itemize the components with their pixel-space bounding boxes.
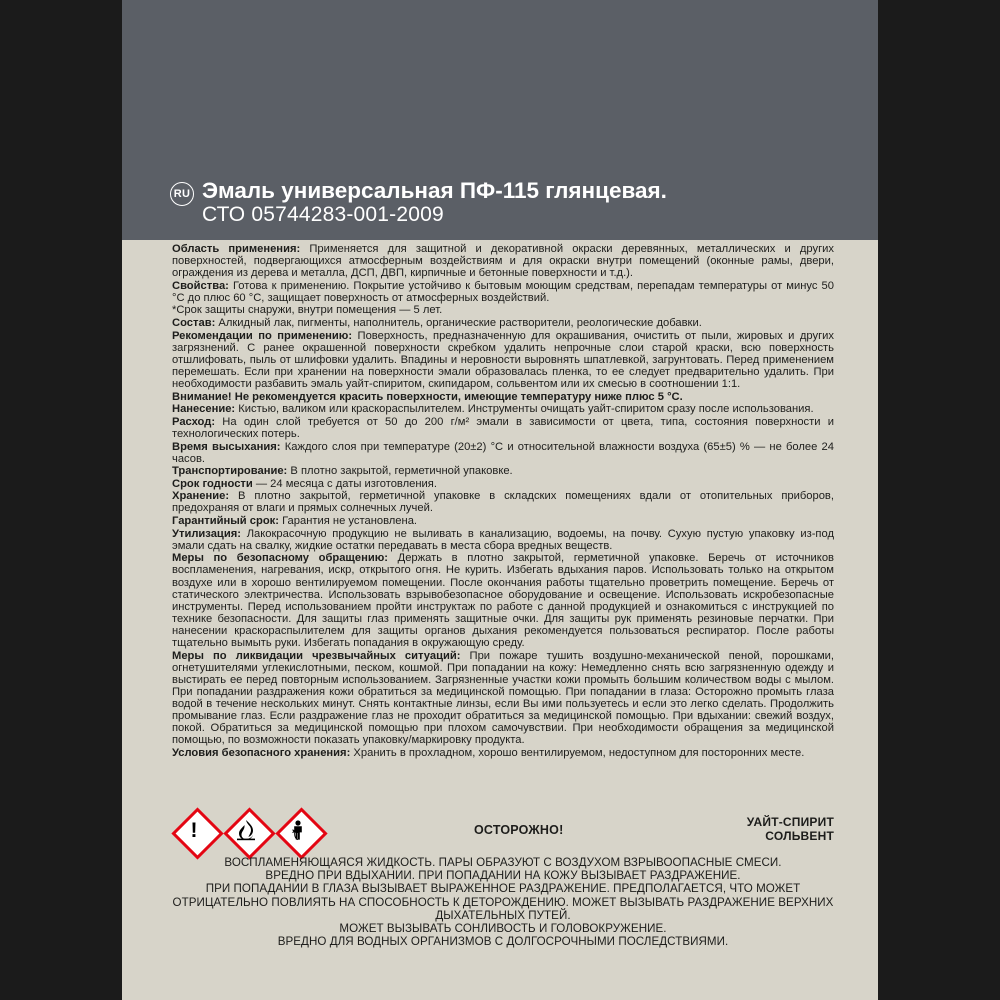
title-block: [202, 178, 667, 227]
section-heading: Рекомендации по применению:: [172, 329, 353, 342]
section-text: При пожаре тушить воздушно-механической пеной, порошками, огнетушителями углекислотными, песком, кошмой. При попадании на кожу: Немедленно снять всю загрязненную одежду и выстирать ее перед повторным использованием. Загрязненные участки кожи промыть большим количеством воды с мылом. При попадании раздражения кожи обратиться за медицинской помощью. При попадании в глаза: Осторожно промыть глаза водой в течение нескольких минут. Снять контактные линзы, если Вы ими пользуетесь и если это легко сделать. Продолжить промывание глаз. Если раздражение глаз не проходит обратиться за медицинской помощью. При вдыхании: свежий воздух, покой. Обратиться за медицинской помощью при плохом самочувствии. При необходимости обращения за медицинской помощью, по возможности показать упаковку/маркировку продукта.: [172, 649, 835, 747]
section-heading: Срок годности: [172, 477, 253, 490]
label-section: [172, 243, 834, 279]
solvent-note: [534, 816, 878, 843]
label-section: [172, 490, 834, 514]
label-section: [172, 528, 834, 552]
section-heading: Область применения:: [172, 243, 301, 255]
hazard-statement-line: ВОСПЛАМЕНЯЮЩАЯСЯ ЖИДКОСТЬ. ПАРЫ ОБРАЗУЮТ С ВОЗДУХОМ ВЗРЫВООПАСНЫЕ СМЕСИ.: [224, 856, 782, 869]
section-heading: Расход:: [172, 415, 216, 428]
standard-code: СТО 05744283-001-2009: [202, 203, 444, 226]
label-section: [172, 650, 834, 747]
label-section: [172, 403, 834, 415]
section-heading: Утилизация:: [172, 527, 241, 540]
solvent-note-line2: СОЛЬВЕНТ: [765, 828, 834, 843]
section-heading: Внимание! Не рекомендуется красить поверхности, имеющие температуру ниже плюс 5 °С.: [172, 390, 683, 403]
section-heading: Состав:: [172, 317, 216, 330]
label-section: [172, 465, 834, 477]
section-text: Применяется для защитной и декоративной окраски деревянных, металлических и других поверхностей, подвергающихся атмосферным воздействиям и для окраски внутри помещений (оконные рамы, двери, ограждения из дерева и металла, ДСП, ДВП, кирпичные и бетонные поверхности и т.д.).: [172, 243, 834, 280]
label-section: [172, 747, 834, 759]
health-hazard-pictogram: [276, 808, 320, 852]
label-section: [172, 304, 834, 316]
section-heading: Свойства:: [172, 279, 229, 292]
label-body-text: [172, 243, 834, 759]
label-section: [172, 478, 834, 490]
section-heading: Хранение:: [172, 490, 230, 503]
flame-pictogram: [224, 808, 268, 852]
section-text: Кистью, валиком или краскораспылителем. Инструменты очищать уайт-спиритом сразу после использования.: [235, 403, 814, 416]
title-row: [170, 178, 667, 227]
page-title: Эмаль универсальная ПФ-115 глянцевая.: [202, 178, 667, 203]
section-text: Алкидный лак, пигменты, наполнитель, органические растворители, реологические добавки.: [215, 317, 702, 330]
section-text: В плотно закрытой, герметичной упаковке.: [287, 465, 513, 478]
section-heading: Нанесение:: [172, 403, 236, 416]
section-text: В плотно закрытой, герметичной упаковке в складских помещениях вдали от отопительных приборов, предохраняя от влаги и прямых солнечных лучей.: [172, 490, 834, 515]
section-text: Поверхность, предназначенную для окрашивания, очистить от пыли, жировых и других загрязнений. С ранее окрашенной поверхности скребком удалить непрочные слои старой краски, всю поверхность отшлифовать, пыль от шлифовки удалить. Впадины и неровности выровнять шпатлевкой, загрунтовать. Перед применением перемешать. Если при хранении на поверхности эмали образовалась пленка, то ее следует предварительно удалить. При необходимости разбавить эмаль уайт-спиритом, скипидаром, сольвентом или их смесью в соотношении 1:1.: [172, 329, 834, 391]
label-section: [172, 330, 834, 390]
hazard-statement-line: ПРИ ПОПАДАНИИ В ГЛАЗА ВЫЗЫВАЕТ ВЫРАЖЕННОЕ РАЗДРАЖЕНИЕ. ПРЕДПОЛАГАЕТСЯ, ЧТО МОЖЕТ ОТРИЦАТЕЛЬНО ПОВЛИЯТЬ НА СПОСОБНОСТЬ К ДЕТОРОЖДЕНИЮ. МОЖЕТ ВЫЗЫВАТЬ РАЗДРАЖЕНИЕ ВЕРХНИХ ДЫХАТЕЛЬНЫХ ПУТЕЙ.: [172, 882, 834, 922]
country-badge: RU: [170, 182, 194, 206]
section-text: Держать в плотно закрытой, герметичной упаковке. Беречь от источников воспламенения, нагревания, искр, открытого огня. Не курить. Избегать вдыхания паров. Использовать только на открытом воздухе или в хорошо вентилируемом помещении. После окончания работы тщательно проветрить помещение. Беречь от статического электричества. Использовать взрывобезопасное оборудование и освещение. Использовать искробезопасные инструменты. Перед использованием пройти инструктаж по работе с данной продукцией и ознакомиться с инструкцией по технике безопасности. Для защиты глаз применять защитные очки. Для защиты рук применять резиновые перчатки. При нанесении краскораспылителем для защиты органов дыхания рекомендуется пользоваться респиратор. После работы тщательно вымыть руки. Избегать попадания в окружающую среду.: [172, 552, 834, 649]
section-heading: Гарантийный срок:: [172, 515, 279, 528]
section-text: — 24 месяца с даты изготовления.: [252, 477, 437, 490]
label-section: [172, 391, 834, 403]
hazard-statement-line: ВРЕДНО ПРИ ВДЫХАНИИ. ПРИ ПОПАДАНИИ НА КОЖУ ВЫЗЫВАЕТ РАЗДРАЖЕНИЕ.: [265, 869, 741, 883]
exclamation-mark-pictogram: [172, 808, 216, 852]
solvent-note-line1: УАЙТ-СПИРИТ: [746, 815, 834, 829]
section-text: Гарантия не установлена.: [278, 515, 418, 528]
section-heading: Меры по безопасному обращению:: [172, 552, 388, 565]
label-section: [172, 416, 834, 440]
section-text: На один слой требуется от 50 до 200 г/м² эмали в зависимости от цвета, типа, состояния поверхности и технологических потерь.: [172, 415, 834, 440]
exclamation-icon: !: [190, 818, 198, 842]
section-heading: Время высыхания:: [172, 440, 281, 453]
section-text: Готова к применению. Покрытие устойчиво к бытовым моющим средствам, перепадам температуры от минус 50 °С до плюс 60 °С, защищает поверхность от атмосферных воздействий.: [172, 279, 834, 304]
section-heading: Меры по ликвидации чрезвычайных ситуаций:: [172, 649, 461, 662]
flame-icon: [224, 808, 268, 852]
health-hazard-icon: [276, 808, 320, 852]
label-section: [172, 515, 834, 527]
section-text: Лакокрасочную продукцию не выливать в канализацию, водоемы, на почву. Сухую пустую упаковку из-под эмали сдать на свалку, жидкие остатки передавать в места сбора вредных веществ.: [172, 527, 834, 552]
hazard-statements: [172, 856, 834, 948]
section-text: Хранить в прохладном, хорошо вентилируемом, недоступном для посторонних месте.: [350, 746, 805, 759]
ghs-pictogram-row: [172, 808, 320, 852]
label-section: [172, 317, 834, 329]
hazard-statement-line: ВРЕДНО ДЛЯ ВОДНЫХ ОРГАНИЗМОВ С ДОЛГОСРОЧНЫМИ ПОСЛЕДСТВИЯМИ.: [277, 935, 729, 949]
section-heading: Транспортирование:: [172, 465, 288, 478]
label-section: [172, 441, 834, 465]
section-heading: Условия безопасного хранения:: [172, 746, 351, 759]
signal-word: ОСТОРОЖНО!: [474, 823, 564, 837]
section-text: Каждого слоя при температуре (20±2) °С и относительной влажности воздуха (65±5) % — не более 24 часов.: [172, 440, 834, 465]
hazard-statement-line: МОЖЕТ ВЫЗЫВАТЬ СОНЛИВОСТЬ И ГОЛОВОКРУЖЕНИЕ.: [339, 922, 667, 936]
section-text: *Срок защиты снаружи, внутри помещения — 5 лет.: [172, 304, 443, 317]
label-section: [172, 280, 834, 304]
label-section: [172, 552, 834, 649]
